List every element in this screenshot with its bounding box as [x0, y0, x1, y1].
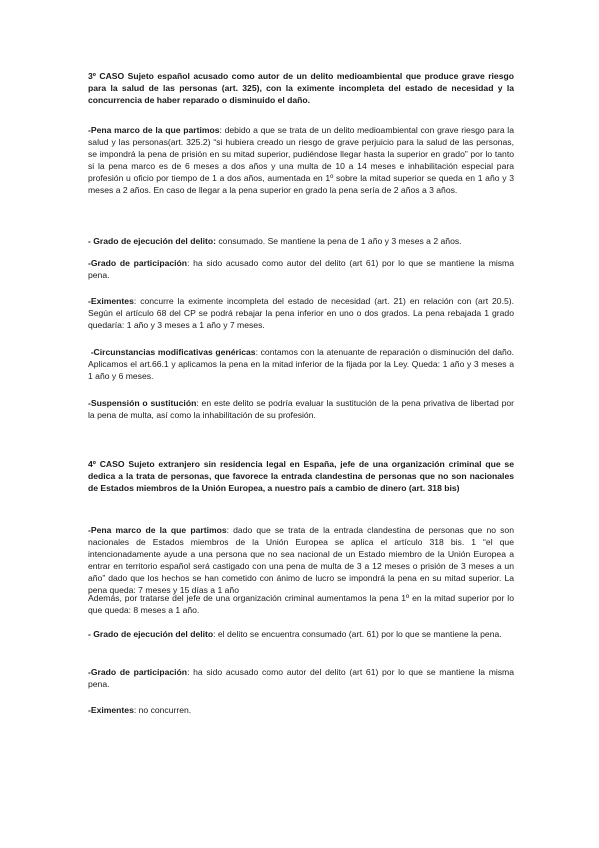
caso3-eximentes-text: : concurre la eximente incompleta del estado de necesidad (art. 21) en relación con (art 20.5). Según el artículo 68 del CP se podrá rebajar la pena inferior en uno o dos grados. La pena rebajada 1 grado quedaría: 1 año y 3 meses a 1 año y 7 meses.: [88, 296, 514, 331]
caso3-pena-marco-text: : debido a que se trata de un delito medioambiental con grave riesgo para la salud y las personas(art. 325.2) “si hubiera creado un riesgo de grave perjuicio para la salud de las personas, se impondrá la pena de prisión en su mitad superior, pudiéndose llegar hasta la superior en grado” por lo tanto si la pena marco es de 6 meses a dos años y una multa de 10 a 14 meses e inhabilitación especial para profesión u oficio por tiempo de 1 a dos años, aumentada en 1º sobre la mitad superior se queda en 1 año y 3 meses a 2 años. En caso de llegar a la pena superior en grado la pena sería de 2 años a 3 años.: [88, 125, 514, 196]
caso4-grado-participacion-text: : ha sido acusado como autor del delito (art 61) por lo que se mantiene la misma pena.: [88, 667, 514, 690]
caso3-circunstancias-text: : contamos con la atenuante de reparación o disminución del daño. Aplicamos el art.66.1 y aplicamos la pena en la mitad inferior de la fijada por la Ley. Queda: 1 año y 3 meses a 1 año y 6 meses.: [88, 347, 515, 382]
caso3-suspension-label: -Suspensión o sustitución: [88, 398, 197, 408]
caso3-grado-participacion-text: : ha sido acusado como autor del delito (art 61) por lo que se mantiene la misma pena.: [88, 258, 514, 281]
caso3-eximentes-label: -Eximentes: [88, 296, 134, 306]
caso4-grado-ejecucion-label: - Grado de ejecución del delito: [88, 629, 214, 639]
caso4-pena-marco-text: : dado que se trata de la entrada clandestina de personas que no son nacionales de Estados miembros de la Unión Europea se aplica el artículo 318 bis. 1 “el que intencionadamente ayude a una persona que no sea nacional de un Estado miembro de la Unión Europea a entrar en territorio español será castigado con una pena de multa de 3 a 12 meses o prisión de 3 meses a un año” dado que los hechos se han cometido con ánimo de lucro se impondrá la pena en su mitad superior. La pena queda: 7 meses y 15 días a 1 año: [88, 525, 514, 596]
caso4-grado-participacion-label: -Grado de participación: [88, 667, 188, 677]
caso4-heading: 4º CASO Sujeto extranjero sin residencia legal en España, jefe de una organización criminal que se dedica a la trata de personas, que favorece la entrada clandestina de personas que no son nacionales de Estados miembros de la Unión Europea, a nuestro país a cambio de dinero (art. 318 bis): [88, 459, 514, 494]
caso3-grado-ejecucion-label: - Grado de ejecución del delito:: [88, 236, 216, 246]
caso3-grado-ejecucion-paragraph: [88, 235, 514, 247]
caso4-eximentes-label: -Eximentes: [88, 705, 134, 715]
caso3-suspension-paragraph: [88, 397, 514, 421]
caso3-circunstancias-paragraph: [88, 346, 514, 382]
caso4-grado-ejecucion-paragraph: [88, 628, 514, 640]
caso3-pena-marco-label: -Pena marco de la que partimos: [88, 125, 220, 135]
caso3-eximentes-paragraph: [88, 295, 514, 331]
caso3-circunstancias-label: -Circunstancias modificativas genéricas: [90, 347, 256, 357]
caso3-pena-marco-paragraph: [88, 124, 514, 197]
caso4-pena-marco-paragraph: [88, 524, 514, 597]
caso4-ademas-paragraph: Además, por tratarse del jefe de una organización criminal aumentamos la pena 1º en la mitad superior por lo que queda: 8 meses a 1 año.: [88, 593, 514, 616]
caso4-pena-marco-label: -Pena marco de la que partimos: [88, 525, 227, 535]
caso3-heading: 3º CASO Sujeto español acusado como autor de un delito medioambiental que produce grave riesgo para la salud de las personas (art. 325), con la eximente incompleta del estado de necesidad y la concurrencia de haber reparado o disminuido el daño.: [88, 71, 514, 106]
caso3-suspension-text: : en este delito se podría evaluar la sustitución de la pena privativa de libertad por la pena de multa, así como la inhabilitación de su profesión.: [88, 398, 514, 421]
caso4-grado-participacion-paragraph: [88, 666, 514, 690]
caso4-eximentes-paragraph: [88, 704, 514, 716]
caso4-eximentes-text: : no concurren.: [133, 705, 192, 715]
caso3-grado-participacion-paragraph: [88, 257, 514, 281]
caso3-grado-participacion-label: -Grado de participación: [88, 258, 188, 268]
caso4-grado-ejecucion-text: : el delito se encuentra consumado (art. 61) por lo que se mantiene la pena.: [213, 629, 502, 639]
caso3-grado-ejecucion-text: consumado. Se mantiene la pena de 1 año y 3 meses a 2 años.: [215, 236, 462, 246]
